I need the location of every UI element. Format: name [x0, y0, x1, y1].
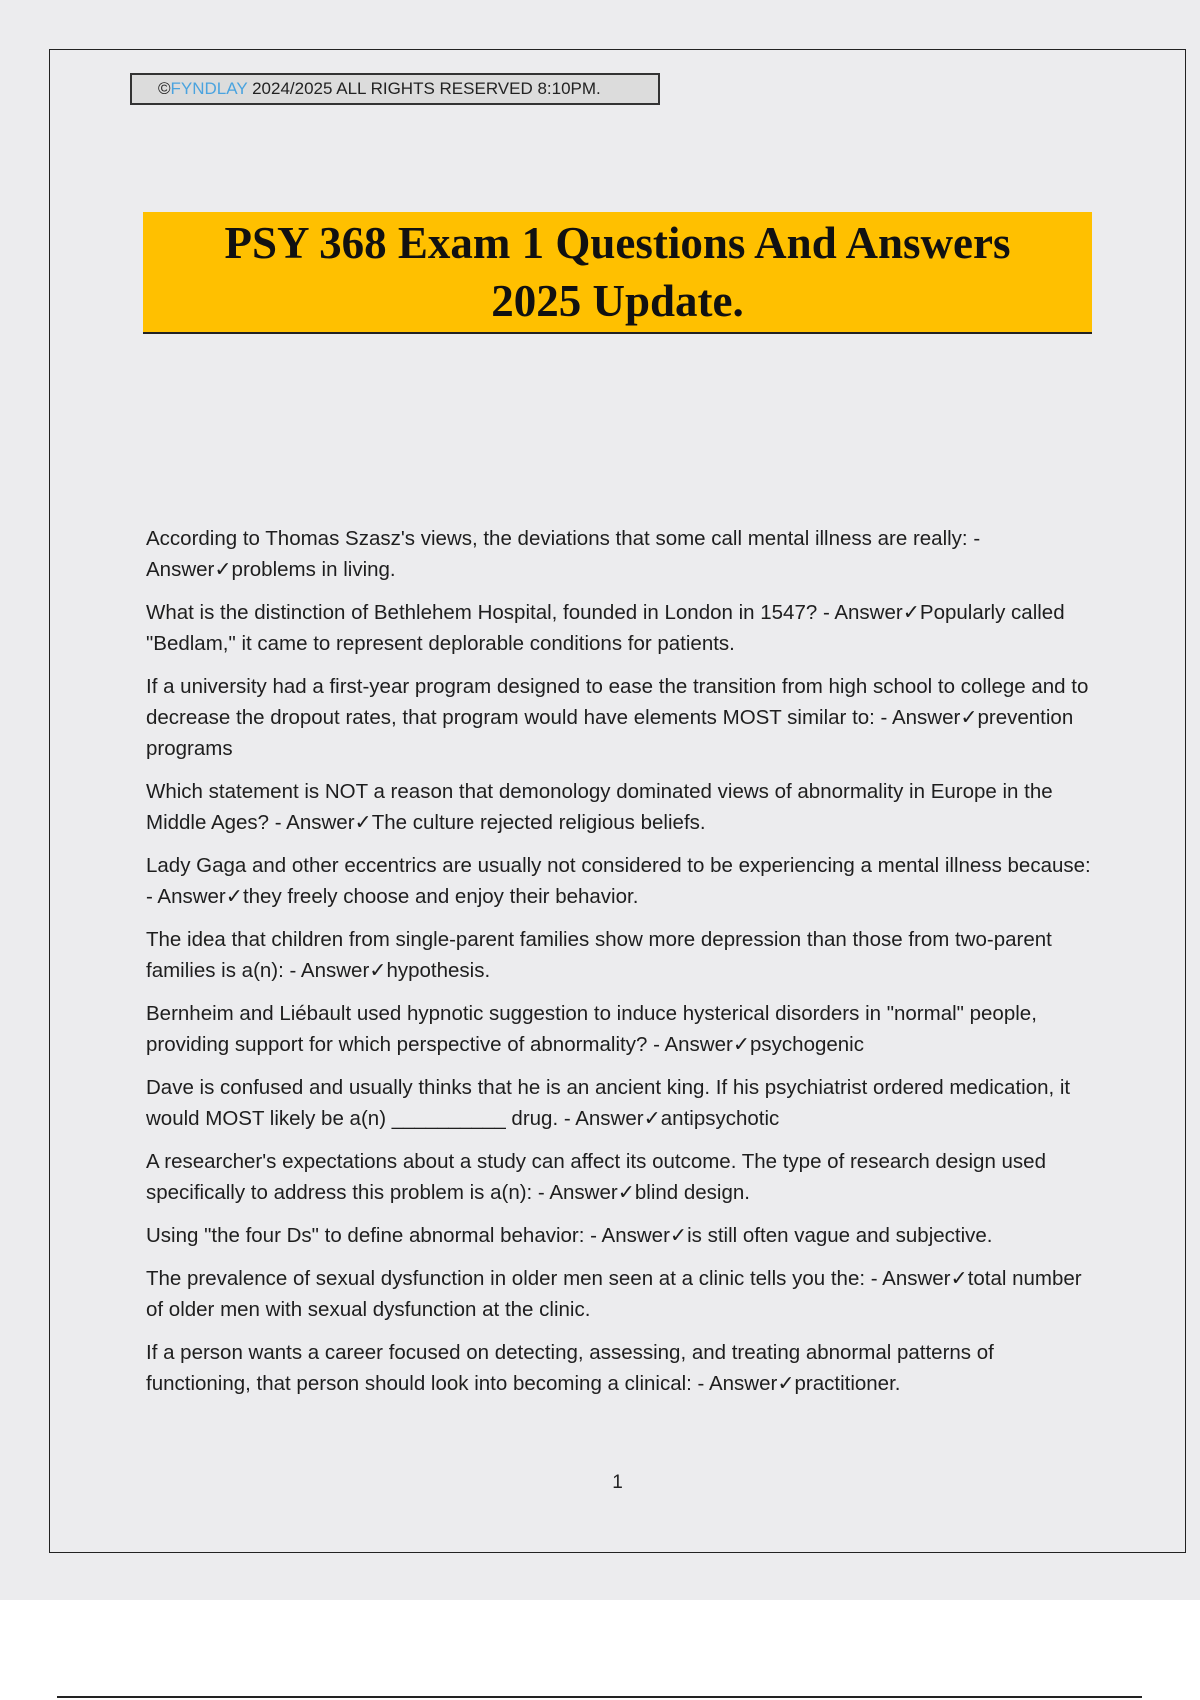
qa-item — [146, 523, 1092, 585]
title-banner — [143, 212, 1092, 334]
checkmark-icon: ✓ — [369, 958, 387, 982]
qa-item — [146, 1220, 1092, 1251]
checkmark-icon: ✓ — [617, 1180, 635, 1204]
question-text: The prevalence of sexual dysfunction in older men seen at a clinic tells you the: - — [146, 1267, 883, 1290]
qa-item — [146, 998, 1092, 1060]
question-text: What is the distinction of Bethlehem Hospital, founded in London in 1547? - — [146, 601, 835, 624]
checkmark-icon: ✓ — [902, 600, 920, 624]
checkmark-icon: ✓ — [643, 1106, 661, 1130]
answer-text: problems in living. — [231, 558, 396, 581]
question-text: Which statement is NOT a reason that demonology dominated views of abnormality in Europe in the Middle Ages? - — [146, 780, 1053, 834]
qa-item — [146, 776, 1092, 838]
checkmark-icon: ✓ — [960, 705, 978, 729]
copyright-symbol: © — [158, 79, 171, 98]
page-number: 1 — [612, 1472, 623, 1493]
answer-label: Answer — [549, 1181, 618, 1204]
checkmark-icon: ✓ — [354, 810, 372, 834]
answer-label: Answer — [157, 885, 226, 908]
answer-text: prevention programs — [146, 706, 1074, 760]
question-text: According to Thomas Szasz's views, the deviations that some call mental illness are really: - — [146, 527, 981, 550]
answer-text: total number of older men with sexual dysfunction at the clinic. — [146, 1267, 1082, 1321]
answer-label: Answer — [146, 558, 215, 581]
answer-label: Answer — [300, 959, 370, 982]
footer-divider — [57, 1696, 1142, 1698]
answer-text: they freely choose and enjoy their behavior. — [242, 885, 639, 908]
checkmark-icon: ✓ — [777, 1371, 795, 1395]
title-line-1: PSY 368 Exam 1 Questions And Answers — [224, 218, 1011, 268]
answer-label: Answer — [601, 1224, 670, 1247]
answer-text: hypothesis. — [386, 959, 491, 982]
question-text: If a university had a first-year program designed to ease the transition from high school to college and to decrease the dropout rates, that program would have elements MOST similar to: - — [146, 675, 1089, 729]
question-text: Bernheim and Liébault used hypnotic suggestion to induce hysterical disorders in "normal" people, providing support for which perspective of abnormality? - — [146, 1002, 1037, 1056]
answer-label: Answer — [286, 811, 355, 834]
qa-item — [146, 1072, 1092, 1134]
rights-text: 2024/2025 ALL RIGHTS RESERVED 8:10PM. — [247, 79, 601, 98]
question-text: Dave is confused and usually thinks that he is an ancient king. If his psychiatrist ordered medication, it would MOST likely be a(n) __________ drug. - — [146, 1076, 1071, 1130]
answer-label: Answer — [834, 601, 903, 624]
answer-label: Answer — [882, 1267, 951, 1290]
checkmark-icon: ✓ — [214, 557, 232, 581]
qa-item — [146, 1263, 1092, 1325]
checkmark-icon: ✓ — [225, 884, 243, 908]
question-answer-list — [146, 523, 1092, 1411]
checkmark-icon: ✓ — [732, 1032, 751, 1056]
answer-label: Answer — [891, 706, 961, 729]
question-text: If a person wants a career focused on detecting, assessing, and treating abnormal patterns of functioning, that person should look into becoming a clinical: - — [146, 1341, 994, 1395]
brand-name: FYNDLAY — [170, 79, 248, 98]
checkmark-icon: ✓ — [950, 1266, 968, 1290]
question-text: Lady Gaga and other eccentrics are usually not considered to be experiencing a mental illness because: - — [146, 854, 1091, 908]
answer-label: Answer — [575, 1107, 644, 1130]
qa-item — [146, 1146, 1092, 1208]
answer-text: is still often vague and subjective. — [687, 1224, 993, 1247]
copyright-notice — [130, 73, 660, 105]
document-title — [225, 214, 1011, 330]
answer-text: antipsychotic — [660, 1107, 780, 1130]
answer-text: psychogenic — [750, 1033, 864, 1056]
question-text: Using "the four Ds" to define abnormal behavior: - — [146, 1224, 602, 1247]
qa-item — [146, 1337, 1092, 1399]
qa-item — [146, 924, 1092, 986]
checkmark-icon: ✓ — [669, 1223, 688, 1247]
title-line-2: 2025 Update. — [491, 276, 744, 326]
question-text: The idea that children from single-parent families show more depression than those from two-parent families is a(n): - — [146, 928, 1052, 982]
qa-item — [146, 671, 1092, 764]
answer-label: Answer — [708, 1372, 778, 1395]
answer-text: The culture rejected religious beliefs. — [371, 811, 706, 834]
question-text: A researcher's expectations about a study can affect its outcome. The type of research design used specifically to address this problem is a(n): - — [146, 1150, 1046, 1204]
answer-text: blind design. — [634, 1181, 750, 1204]
qa-item — [146, 850, 1092, 912]
answer-text: Popularly called "Bedlam," it came to represent deplorable conditions for patients. — [146, 601, 1065, 655]
answer-text: practitioner. — [794, 1372, 901, 1395]
answer-label: Answer — [664, 1033, 733, 1056]
qa-item — [146, 597, 1092, 659]
